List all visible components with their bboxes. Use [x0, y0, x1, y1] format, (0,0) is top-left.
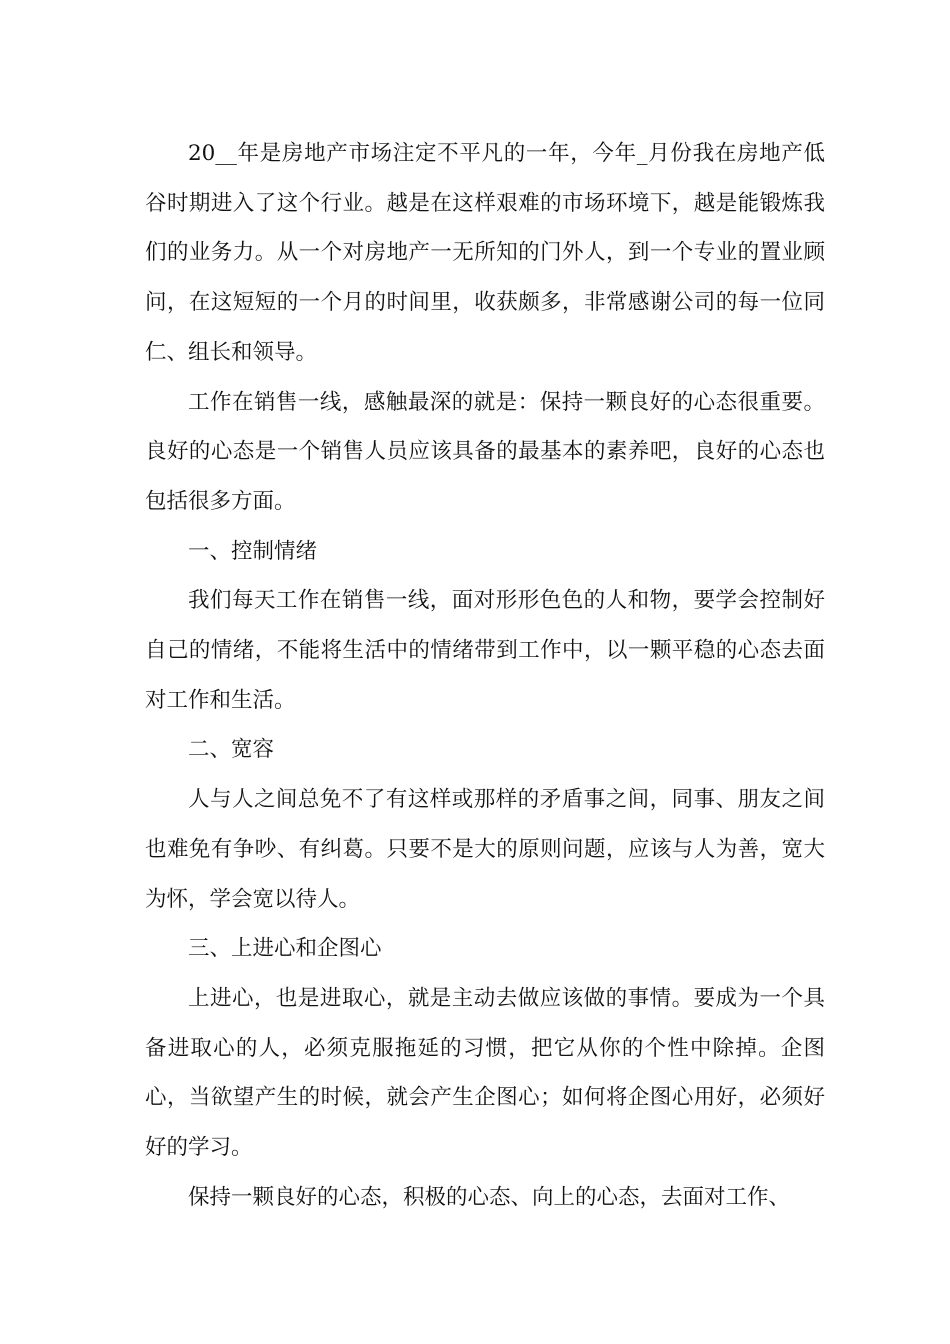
document-body	[145, 129, 825, 1222]
paragraph-conclusion: 保持一颗良好的心态，积极的心态、向上的心态，去面对工作、	[188, 1184, 791, 1210]
paragraph-intro: 20__年是房地产市场注定不平凡的一年，今年_月份我在房地产低谷时期进入了这个行业。越是在这样艰难的市场环境下，越是能锻炼我们的业务力。从一个对房地产一无所知的门外人，到一个专业的置业顾问，在这短短的一个月的时间里，收获颇多，非常感谢公司的每一位同仁、组长和领导。	[145, 141, 825, 365]
paragraph-tolerance: 人与人之间总免不了有这样或那样的矛盾事之间，同事、朋友之间也难免有争吵、有纠葛。只要不是大的原则问题，应该与人为善，宽大为怀，学会宽以待人。	[145, 787, 825, 912]
section-heading-emotion: 一、控制情绪	[188, 538, 318, 564]
paragraph-emotion: 我们每天工作在销售一线，面对形形色色的人和物，要学会控制好自己的情绪，不能将生活中的情绪带到工作中，以一颗平稳的心态去面对工作和生活。	[145, 588, 825, 713]
section-heading-tolerance: 二、宽容	[188, 737, 275, 763]
section-heading-ambition: 三、上进心和企图心	[188, 936, 382, 962]
paragraph-ambition: 上进心，也是进取心，就是主动去做应该做的事情。要成为一个具备进取心的人，必须克服拖延的习惯，把它从你的个性中除掉。企图心，当欲望产生的时候，就会产生企图心；如何将企图心用好，必须好好的学习。	[145, 985, 825, 1161]
paragraph-mindset: 工作在销售一线，感触最深的就是：保持一颗良好的心态很重要。良好的心态是一个销售人员应该具备的最基本的素养吧，良好的心态也包括很多方面。	[145, 389, 825, 514]
